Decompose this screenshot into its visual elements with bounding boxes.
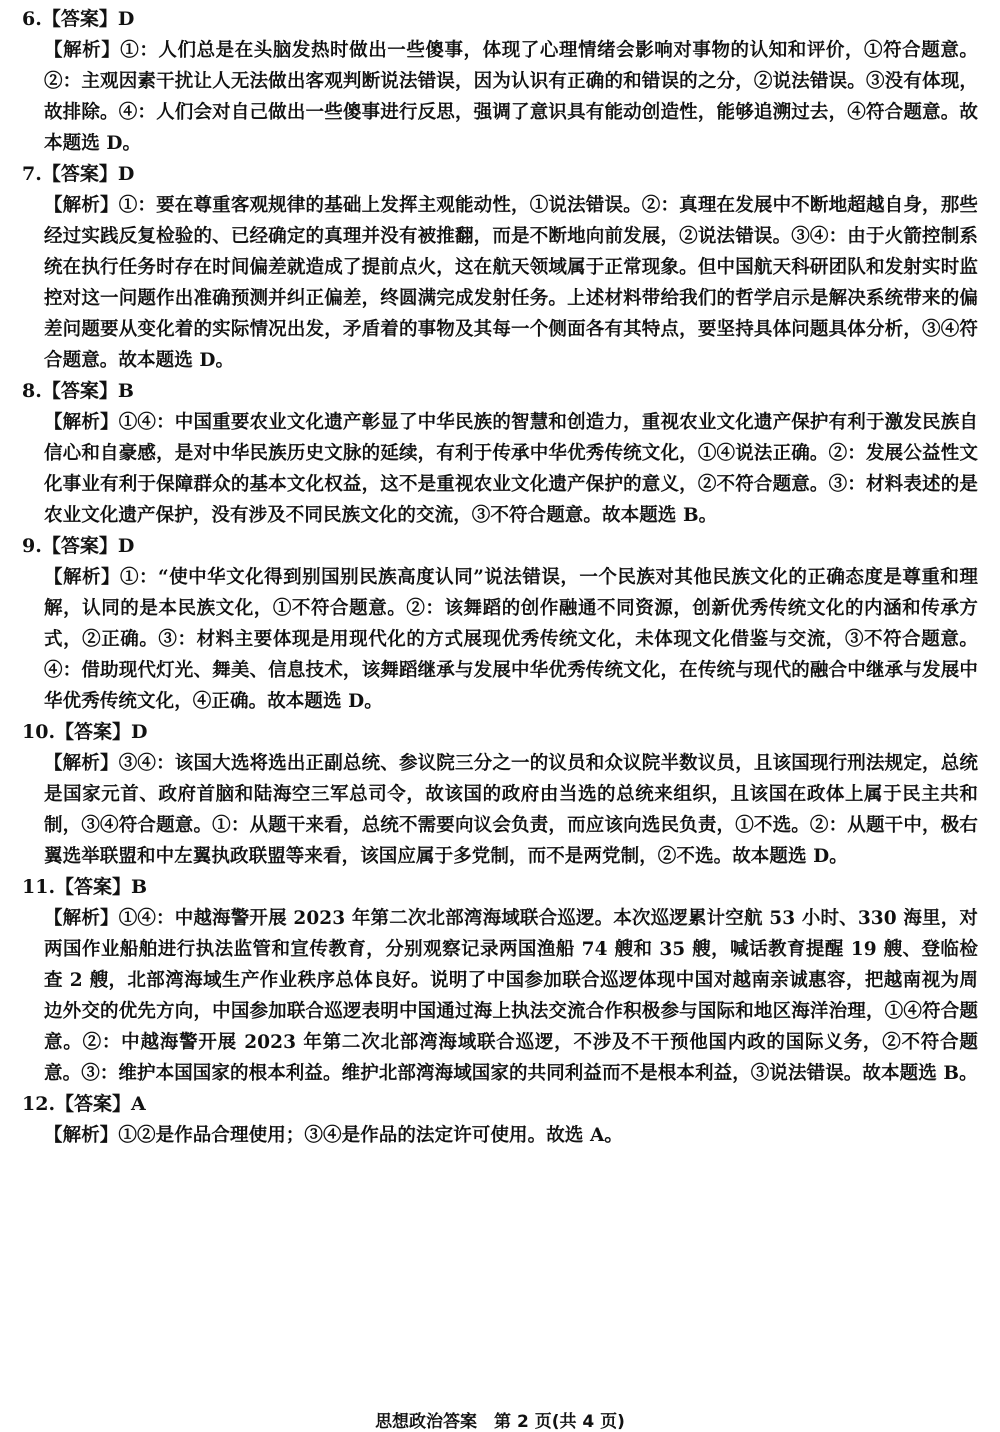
analysis-paragraph: 【解析】①④：中国重要农业文化遗产彰显了中华民族的智慧和创造力，重视农业文化遗产保护有利于激发民族自信心和自豪感，是对中华民族历史文脉的延续，有利于传承中华优秀传统文化，①④说法正确。②：发展公益性文化事业有利于保障群众的基本文化权益，这不是重视农业文化遗产保护的意义，②不符合题意。③：材料表述的是农业文化遗产保护，没有涉及不同民族文化的交流，③不符合题意。故本题选 B。: [44, 412, 978, 526]
page-footer: 思想政治答案 第 2 页(共 4 页): [375, 1412, 625, 1432]
question-9: [22, 531, 978, 717]
analysis-paragraph: 【解析】①：“使中华文化得到别国别民族高度认同”说法错误，一个民族对其他民族文化的正确态度是尊重和理解，认同的是本民族文化，①不符合题意。②：该舞蹈的创作融通不同资源，创新优秀传统文化的内涵和传承方式，②正确。③：材料主要体现是用现代化的方式展现优秀传统文化，未体现文化借鉴与交流，③不符合题意。④：借助现代灯光、舞美、信息技术，该舞蹈继承与发展中华优秀传统文化，在传统与现代的融合中继承与发展中华优秀传统文化，④正确。故本题选 D。: [44, 567, 978, 712]
answer-line: 10.【答案】D: [22, 721, 148, 743]
analysis-paragraph: 【解析】③④：该国大选将选出正副总统、参议院三分之一的议员和众议院半数议员，且该国现行刑法规定，总统是国家元首、政府首脑和陆海空三军总司令，故该国的政府由当选的总统来组织，且该国在政体上属于民主共和制，③④符合题意。①：从题干来看，总统不需要向议会负责，而应该向选民负责，①不选。②：从题干中，极右翼选举联盟和中左翼执政联盟等来看，该国应属于多党制，而不是两党制，②不选。故本题选 D。: [44, 753, 978, 867]
question-10: [22, 717, 978, 872]
answer-line: 12.【答案】A: [22, 1093, 146, 1115]
answer-line: 6.【答案】D: [22, 8, 135, 30]
answer-line: 7.【答案】D: [22, 163, 135, 185]
answer-line: 11.【答案】B: [22, 876, 148, 898]
question-7: [22, 159, 978, 376]
analysis-paragraph: 【解析】①：人们总是在头脑发热时做出一些傻事，体现了心理情绪会影响对事物的认知和评价，①符合题意。②：主观因素干扰让人无法做出客观判断说法错误，因为认识有正确的和错误的之分，②说法错误。③没有体现，故排除。④：人们会对自己做出一些傻事进行反思，强调了意识具有能动创造性，能够追溯过去，④符合题意。故本题选 D。: [44, 40, 978, 154]
question-6: [22, 4, 978, 159]
question-8: [22, 376, 978, 531]
analysis-paragraph: 【解析】①④：中越海警开展 2023 年第二次北部湾海域联合巡逻。本次巡逻累计空航 53 小时、330 海里，对两国作业船舶进行执法监管和宣传教育，分别观察记录两国渔船 74 艘和 35 艘，喊话教育提醒 19 艘、登临检查 2 艘，北部湾海域生产作业秩序总体良好。说明了中国参加联合巡逻体现中国对越南亲诚惠容，把越南视为周边外交的优先方向，中国参加联合巡逻表明中国通过海上执法交流合作积极参与国际和地区海洋治理，①④符合题意。②：中越海警开展 2023 年第二次北部湾海域联合巡逻，不涉及不干预他国内政的国际义务，②不符合题意。③：维护本国国家的根本利益。维护北部湾海域国家的共同利益而不是根本利益，③说法错误。故本题选 B。: [44, 908, 978, 1084]
question-11: [22, 872, 978, 1089]
answer-line: 9.【答案】D: [22, 535, 135, 557]
analysis-paragraph: 【解析】①②是作品合理使用；③④是作品的法定许可使用。故选 A。: [44, 1125, 623, 1146]
answer-line: 8.【答案】B: [22, 380, 134, 402]
question-12: [22, 1089, 978, 1151]
analysis-paragraph: 【解析】①：要在尊重客观规律的基础上发挥主观能动性，①说法错误。②：真理在发展中不断地超越自身，那些经过实践反复检验的、已经确定的真理并没有被推翻，而是不断地向前发展，②说法错误。③④：由于火箭控制系统在执行任务时存在时间偏差就造成了提前点火，这在航天领域属于正常现象。但中国航天科研团队和发射实时监控对这一问题作出准确预测并纠正偏差，终圆满完成发射任务。上述材料带给我们的哲学启示是解决系统带来的偏差问题要从变化着的实际情况出发，矛盾着的事物及其每一个侧面各有其特点，要坚持具体问题具体分析，③④符合题意。故本题选 D。: [44, 195, 978, 371]
